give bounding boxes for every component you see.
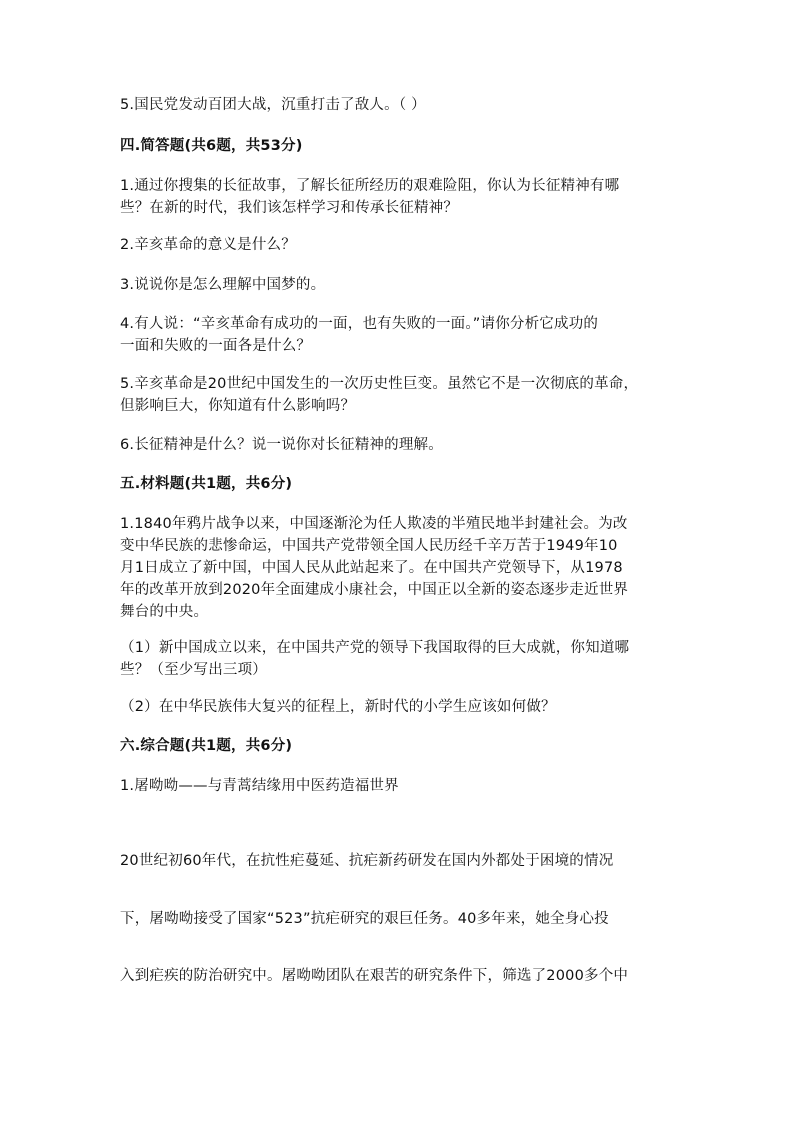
material-line-2: 变中华民族的悲惨命运，中国共产党带领全国人民历经千辛万苦于1949年10 [120, 538, 618, 554]
question-4-5-line-1: 5.辛亥革命是20世纪中国发生的一次历史性巨变。虽然它不是一次彻底的革命， [120, 376, 639, 392]
passage-line-3: 入到疟疾的防治研究中。屠呦呦团队在艰苦的研究条件下，筛选了2000多个中 [120, 968, 629, 984]
section-6-heading: 六.综合题(共1题，共6分) [120, 738, 293, 754]
material-line-3: 月1日成立了新中国，中国人民从此站起来了。在中国共产党领导下，从1978 [120, 560, 623, 576]
material-line-1: 1.1840年鸦片战争以来，中国逐渐沦为任人欺凌的半殖民地半封建社会。为改 [120, 516, 628, 532]
material-subquestion-2: （2）在中华民族伟大复兴的征程上，新时代的小学生应该如何做？ [120, 699, 556, 715]
question-3-5: 5.国民党发动百团大战，沉重打击了敌人。（ ） [120, 97, 426, 113]
question-4-5-line-2: 但影响巨大，你知道有什么影响吗？ [120, 398, 356, 414]
material-line-5: 舞台的中央。 [120, 604, 209, 620]
passage-line-2: 下，屠呦呦接受了国家“523”抗疟研究的艰巨任务。40多年来，她全身心投 [120, 911, 609, 927]
question-4-6: 6.长征精神是什么？说一说你对长征精神的理解。 [120, 437, 443, 453]
material-line-4: 年的改革开放到2020年全面建成小康社会，中国正以全新的姿态逐步走近世界 [120, 582, 629, 598]
material-subquestion-1-line-2: 些？（至少写出三项） [120, 662, 267, 678]
section-5-heading: 五.材料题(共1题，共6分) [120, 476, 293, 492]
material-subquestion-1-line-1: （1）新中国成立以来，在中国共产党的领导下我国取得的巨大成就，你知道哪 [120, 640, 630, 656]
question-6-1-title: 1.屠呦呦——与青蒿结缘用中医药造福世界 [120, 778, 399, 794]
question-4-1-line-1: 1.通过你搜集的长征故事，了解长征所经历的艰难险阻，你认为长征精神有哪 [120, 178, 620, 194]
question-4-4-line-1: 4.有人说：“辛亥革命有成功的一面，也有失败的一面。”请你分析它成功的 [120, 316, 599, 332]
passage-line-1: 20世纪初60年代，在抗性疟蔓延、抗疟新药研发在国内外都处于困境的情况 [120, 853, 614, 869]
question-4-3: 3.说说你是怎么理解中国梦的。 [120, 277, 326, 293]
question-4-4-line-2: 一面和失败的一面各是什么？ [120, 338, 312, 354]
section-4-heading: 四.简答题(共6题，共53分) [120, 138, 303, 154]
question-4-2: 2.辛亥革命的意义是什么？ [120, 237, 296, 253]
question-4-1-line-2: 些？在新的时代，我们该怎样学习和传承长征精神？ [120, 200, 459, 216]
